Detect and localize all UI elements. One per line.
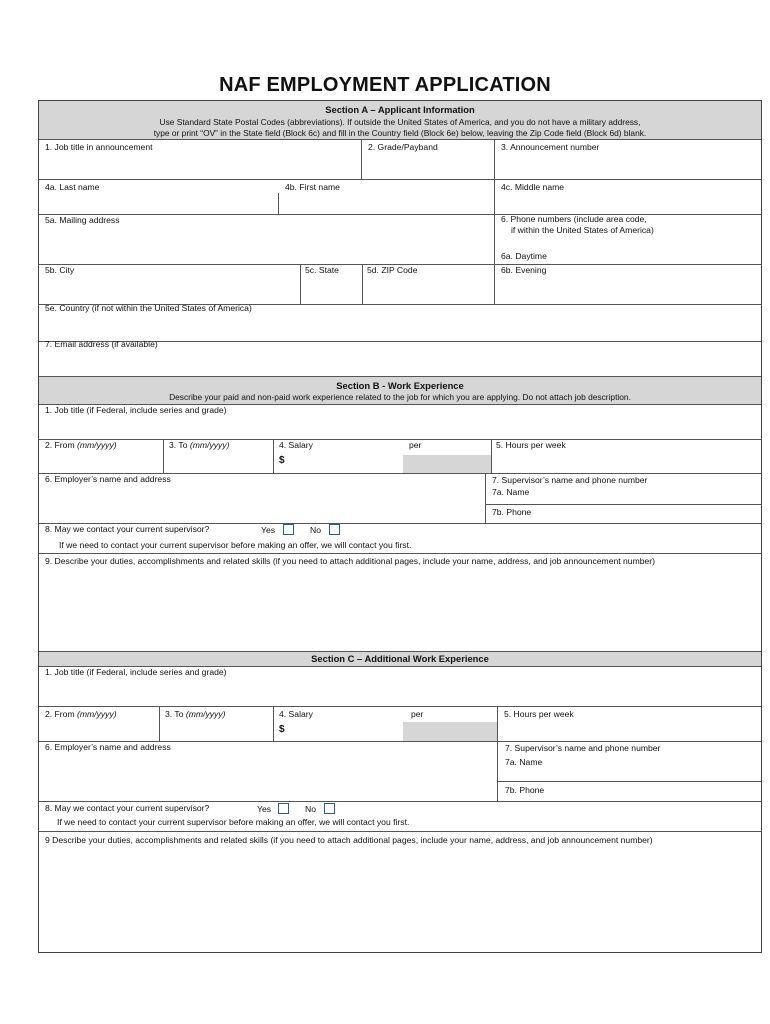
c-yes-label: Yes	[257, 804, 272, 814]
c-salary-field[interactable]	[274, 707, 403, 741]
last-name-label: 4a. Last name	[45, 182, 100, 192]
c-dollar-sign: $	[279, 724, 285, 735]
b-duties-field[interactable]	[39, 554, 761, 651]
b-supervisor-name-label: 7a. Name	[492, 487, 530, 497]
middle-name-label: 4c. Middle name	[501, 182, 565, 192]
b-from-label: 2. From (mm/yyyy)	[45, 440, 117, 450]
section-b-header	[39, 377, 761, 404]
c-supervisor-phone-label: 7b. Phone	[505, 785, 545, 795]
c-yes-checkbox[interactable]	[278, 803, 289, 814]
email-label: 7. Email address (if available)	[45, 339, 158, 349]
c-employer-label: 6. Employer’s name and address	[45, 742, 171, 752]
section-b-heading: Section B - Work Experience	[336, 380, 464, 391]
c-contact-question: 8. May we contact your current supervisor?	[45, 803, 210, 813]
c-supervisor-name-label: 7a. Name	[505, 757, 543, 767]
c-to-date-field[interactable]	[160, 707, 274, 741]
section-a-header	[39, 101, 761, 139]
job-title-label: 1. Job title in announcement	[45, 142, 153, 152]
announcement-number-label: 3. Announcement number	[501, 142, 600, 152]
b-supervisor-label: 7. Supervisor’s name and phone number	[492, 475, 648, 485]
grade-label: 2. Grade/Payband	[368, 142, 438, 152]
c-no-label: No	[305, 804, 316, 814]
section-c-header	[39, 652, 761, 666]
c-job-title-field[interactable]	[39, 667, 761, 706]
b-per-field[interactable]	[403, 455, 491, 473]
b-duties-label: 9. Describe your duties, accomplishments and related skills (if you need to attach additional pages, include your name, address, and job announcement number)	[45, 556, 656, 566]
b-hours-field[interactable]	[492, 440, 761, 473]
c-from-date-field[interactable]	[39, 707, 159, 741]
c-no-checkbox[interactable]	[324, 803, 335, 814]
b-from-date-field[interactable]	[39, 440, 163, 473]
phone-numbers-note: if within the United States of America)	[511, 225, 654, 235]
b-supervisor-phone-label: 7b. Phone	[492, 507, 532, 517]
announcement-number-field[interactable]	[495, 140, 761, 178]
city-field[interactable]	[39, 265, 300, 304]
mailing-address-field[interactable]	[39, 215, 494, 264]
c-duties-field[interactable]	[39, 832, 761, 952]
mailing-address-label: 5a. Mailing address	[45, 215, 120, 225]
b-job-title-field[interactable]	[39, 405, 761, 439]
section-c-heading: Section C – Additional Work Experience	[311, 653, 489, 664]
daytime-phone-label: 6a. Daytime	[501, 251, 547, 261]
b-yes-checkbox[interactable]	[283, 524, 294, 535]
c-employer-field[interactable]	[39, 742, 497, 801]
b-employer-label: 6. Employer’s name and address	[45, 474, 171, 484]
form-title: NAF EMPLOYMENT APPLICATION	[219, 74, 551, 96]
c-per-field[interactable]	[403, 722, 497, 741]
b-supervisor-phone-field[interactable]	[486, 505, 761, 523]
state-field[interactable]	[301, 265, 363, 304]
b-salary-field[interactable]	[274, 440, 403, 473]
c-hours-label: 5. Hours per week	[504, 709, 574, 719]
b-per-label: per	[409, 440, 422, 450]
c-duties-label: 9 Describe your duties, accomplishments and related skills (if you need to attach additional pages, include your name, address, and job announcement number)	[45, 835, 653, 845]
country-field[interactable]	[39, 305, 761, 341]
b-job-title-label: 1. Job title (if Federal, include series and grade)	[45, 405, 227, 415]
section-a-instructions-1: Use Standard State Postal Codes (abbreviations). If outside the United States of America, and you do not have a military address,	[159, 117, 641, 127]
evening-phone-label: 6b. Evening	[501, 265, 547, 275]
b-no-label: No	[310, 525, 321, 535]
first-name-label: 4b. First name	[285, 182, 340, 192]
job-title-field[interactable]	[39, 140, 361, 178]
b-dollar-sign: $	[279, 455, 285, 466]
c-supervisor-label: 7. Supervisor’s name and phone number	[505, 743, 661, 753]
b-contact-note: If we need to contact your current supervisor before making an offer, we will contact you first.	[59, 540, 412, 550]
c-salary-label: 4. Salary	[279, 709, 313, 719]
phone-numbers-label: 6. Phone numbers (include area code,	[501, 214, 647, 224]
c-to-label: 3. To (mm/yyyy)	[165, 709, 226, 719]
c-supervisor-name-field[interactable]	[498, 755, 761, 781]
b-to-label: 3. To (mm/yyyy)	[169, 440, 230, 450]
section-a-heading: Section A – Applicant Information	[325, 104, 475, 115]
city-label: 5b. City	[45, 265, 75, 275]
b-no-checkbox[interactable]	[329, 524, 340, 535]
last-name-field[interactable]	[39, 180, 278, 214]
state-label: 5c. State	[305, 265, 339, 275]
section-a-instructions-2: type or print “OV” in the State field (Block 6c) and fill in the Country field (Block 6e) below, leaving the Zip Code field (Block 6d) blank.	[153, 128, 647, 138]
c-per-label: per	[411, 709, 424, 719]
zip-code-field[interactable]	[363, 265, 494, 304]
c-supervisor-phone-field[interactable]	[498, 782, 761, 801]
c-hours-field[interactable]	[498, 707, 761, 741]
application-form	[38, 100, 762, 953]
c-from-label: 2. From (mm/yyyy)	[45, 709, 117, 719]
b-hours-label: 5. Hours per week	[496, 440, 566, 450]
evening-phone-field[interactable]	[495, 265, 761, 304]
c-contact-note: If we need to contact your current supervisor before making an offer, we will contact you first.	[57, 817, 410, 827]
section-b-instructions: Describe your paid and non-paid work experience related to the job for which you are applying. Do not attach job description.	[169, 392, 631, 402]
c-job-title-label: 1. Job title (if Federal, include series and grade)	[45, 667, 227, 677]
b-contact-question: 8. May we contact your current supervisor?	[45, 524, 210, 534]
b-salary-label: 4. Salary	[279, 440, 313, 450]
b-employer-field[interactable]	[39, 474, 485, 523]
zip-code-label: 5d. ZIP Code	[367, 265, 418, 275]
country-label: 5e. Country (if not within the United States of America)	[45, 303, 252, 313]
b-to-date-field[interactable]	[164, 440, 273, 473]
email-field[interactable]	[39, 339, 761, 376]
b-yes-label: Yes	[261, 525, 276, 535]
first-name-field[interactable]	[279, 180, 494, 214]
middle-name-field[interactable]	[495, 180, 761, 214]
b-supervisor-name-field[interactable]	[486, 487, 761, 504]
grade-field[interactable]	[362, 140, 495, 178]
daytime-phone-field[interactable]	[495, 249, 761, 264]
